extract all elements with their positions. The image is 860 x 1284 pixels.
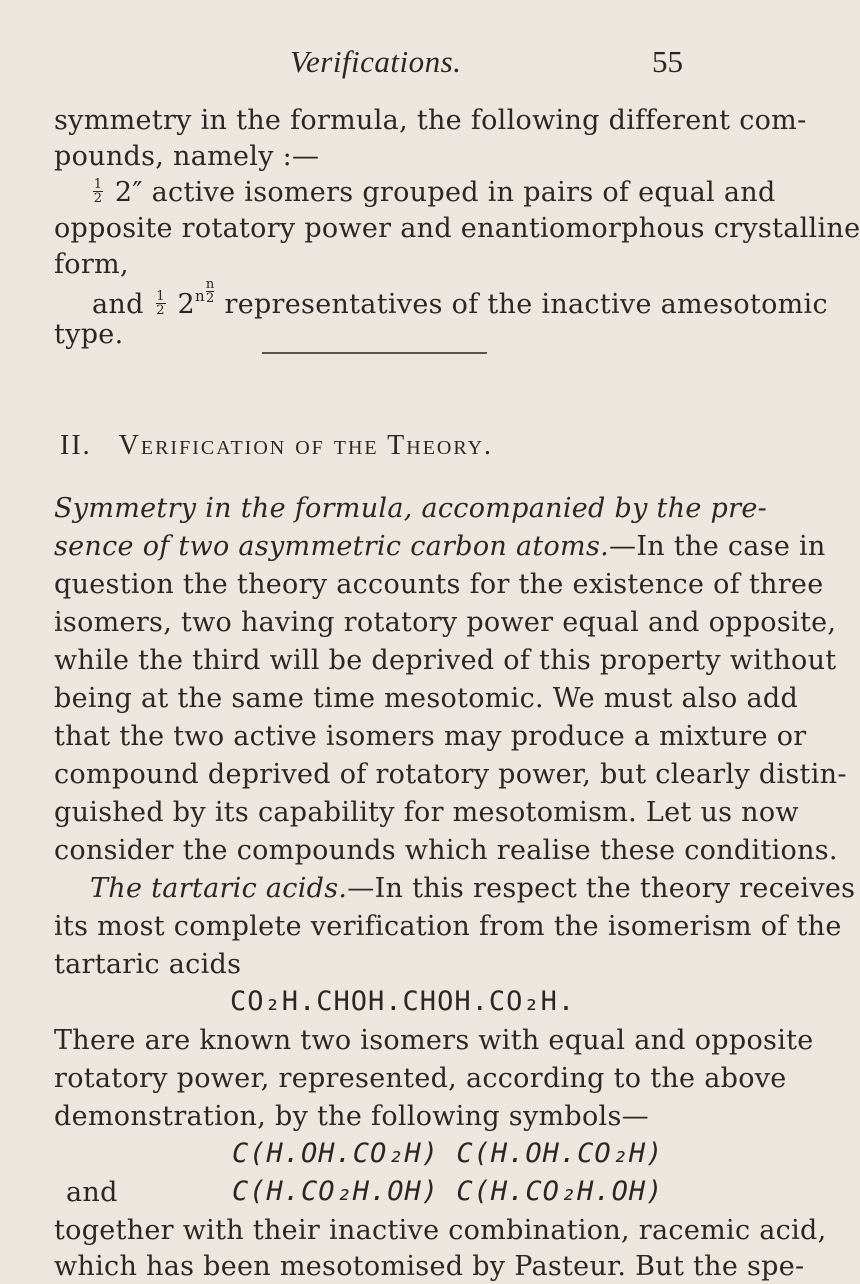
text-line: while the third will be deprived of this property without	[54, 645, 837, 676]
text-line: tartaric acids	[54, 949, 242, 980]
text-line: that the two active isomers may produce a mixture or	[54, 721, 807, 752]
and-label: and	[66, 1177, 118, 1208]
text-line: together with their inactive combination, racemic acid,	[54, 1215, 827, 1246]
and-word: and	[92, 289, 144, 320]
text-line: type.	[54, 319, 124, 350]
running-head	[0, 44, 800, 84]
chemical-formula: C(H.OH.CO₂H) C(H.OH.CO₂H)	[232, 1138, 664, 1169]
fraction-half: $\frac{1}{2}$	[156, 289, 165, 318]
text-line: compound deprived of rotatory power, but clearly distin-	[54, 759, 847, 790]
page-number: 55	[652, 44, 683, 79]
text-line: form,	[54, 249, 129, 280]
text-line: symmetry in the formula, the following different com-	[54, 105, 807, 136]
text-line: sence of two asymmetric carbon atoms.—In the case in	[54, 531, 826, 562]
text-line: demonstration, by the following symbols—	[54, 1101, 649, 1132]
power-expression: 2$^n$ $\frac{n}{2}$	[177, 277, 215, 320]
text-line: pounds, namely :—	[54, 141, 320, 172]
running-title: Verifications.	[290, 44, 462, 79]
text-line	[90, 176, 776, 210]
fraction-half: $\frac{1}{2}$	[93, 177, 103, 206]
text-line: consider the compounds which realise these conditions.	[54, 835, 838, 866]
text-line: being at the same time mesotomic. We must also add	[54, 683, 799, 714]
text-line: question the theory accounts for the existence of three	[54, 569, 824, 600]
text-line: rotatory power, represented, according to the above	[54, 1063, 787, 1094]
text-line-suffix: 2″ active isomers grouped in pairs of equal and	[114, 177, 776, 208]
text-line: There are known two isomers with equal and opposite	[54, 1025, 814, 1056]
text-line: The tartaric acids.—In this respect the theory receives	[90, 873, 856, 904]
text-line-suffix: representatives of the inactive amesotomic	[224, 289, 828, 320]
text-line: guished by its capability for mesotomism. Let us now	[54, 797, 799, 828]
text-line: its most complete verification from the isomerism of the	[54, 911, 842, 942]
section-title: Verification of the Theory.	[118, 430, 494, 461]
section-heading	[60, 430, 493, 462]
chemical-formula: CO₂H.CHOH.CHOH.CO₂H.	[230, 986, 576, 1017]
text-line: Symmetry in the formula, accompanied by the pre-	[54, 493, 768, 524]
text-line: opposite rotatory power and enantiomorphous crystalline	[54, 213, 860, 244]
text-line: isomers, two having rotatory power equal and opposite,	[54, 607, 837, 638]
section-number: II.	[60, 430, 92, 461]
text-line: which has been mesotomised by Pasteur. But the spe-	[54, 1251, 805, 1282]
section-divider	[262, 352, 487, 354]
chemical-formula: C(H.CO₂H.OH) C(H.CO₂H.OH)	[232, 1176, 664, 1207]
